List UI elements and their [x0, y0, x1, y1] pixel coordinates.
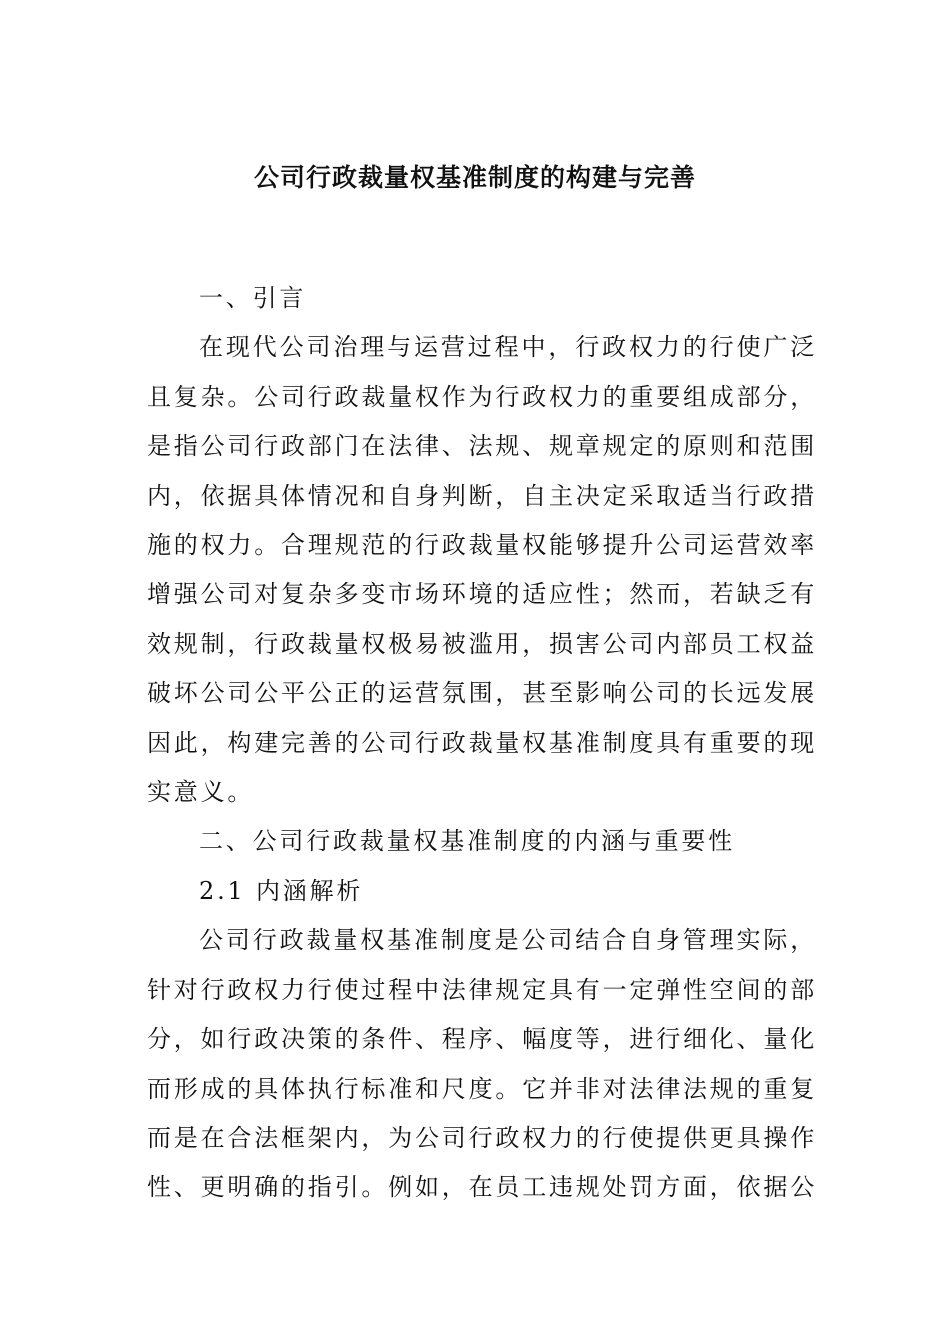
- paragraph-connotation-analysis: 公司行政裁量权基准制度是公司结合自身管理实际，针对行政权力行使过程中法律规定具有一定弹性空间的部分，如行政决策的条件、程序、幅度等，进行细化、量化而形成的具体执行标准和尺度。它并非对法律法规的重复而是在合法框架内，为公司行政权力的行使提供更具操作性、更明确的指引。例如，在员工违规处罚方面，依据公: [147, 926, 817, 1202]
- document-title: 公司行政裁量权基准制度的构建与完善: [253, 163, 696, 192]
- section-heading-connotation-importance: 二、公司行政裁量权基准制度的内涵与重要性: [199, 827, 735, 856]
- section-heading-introduction: 一、引言: [199, 284, 307, 312]
- paragraph-introduction: 在现代公司治理与运营过程中，行政权力的行使广泛且复杂。公司行政裁量权作为行政权力的重要组成部分，是指公司行政部门在法律、法规、规章规定的原则和范围内，依据具体情况和自身判断，自主决定采取适当行政措施的权力。合理规范的行政裁量权能够提升公司运营效率增强公司对复杂多变市场环境的适应性；然而，若缺乏有效规制，行政裁量权极易被滥用，损害公司内部员工权益破坏公司公平公正的运营氛围，甚至影响公司的长远发展因此，构建完善的公司行政裁量权基准制度具有重要的现实意义。: [147, 333, 817, 807]
- document-body: [147, 274, 817, 1213]
- subsection-heading-connotation-analysis: 2.1 内涵解析: [199, 876, 364, 905]
